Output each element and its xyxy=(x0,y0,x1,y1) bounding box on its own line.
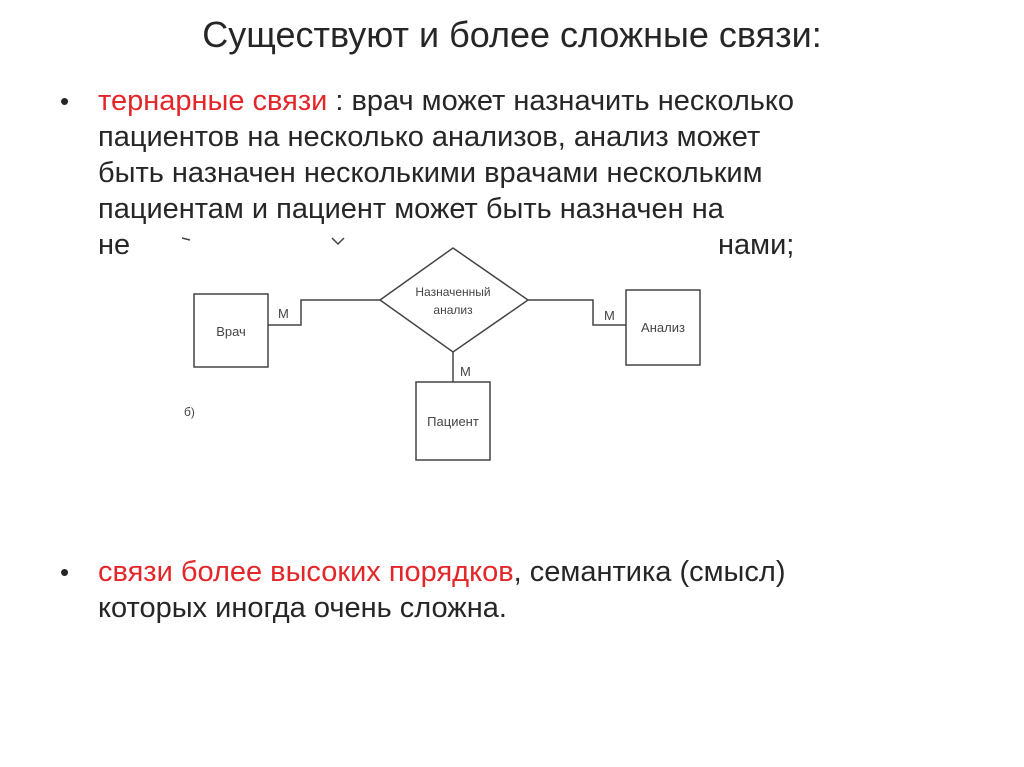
accent-term: тернарные связи xyxy=(98,85,328,117)
bullet-line: которых иногда очень сложна. xyxy=(98,592,507,624)
cardinality-patient: М xyxy=(460,364,471,379)
crop-mark xyxy=(332,238,344,244)
relationship-diamond xyxy=(380,248,528,352)
bullet-line-rest: : врач может назначить несколько xyxy=(327,85,795,117)
bullet-line-end: нами; xyxy=(718,229,795,261)
bullet-text xyxy=(98,554,978,626)
bullet-higher-order xyxy=(60,554,960,634)
entity-analysis-label: Анализ xyxy=(641,320,685,335)
cardinality-analysis: М xyxy=(604,308,615,323)
bullet-line: пациентов на несколько анализов, анализ может xyxy=(98,121,761,153)
cardinality-doctor: М xyxy=(278,306,289,321)
bullet-line: пациентам и пациент может быть назначен на xyxy=(98,193,724,225)
entity-patient-label: Пациент xyxy=(427,414,479,429)
variant-label: б) xyxy=(184,405,195,419)
bullet-line xyxy=(98,554,978,590)
bullet-line-rest: , семантика (смысл) xyxy=(513,556,786,588)
bullet-marker: • xyxy=(60,86,70,116)
er-diagram xyxy=(160,230,720,500)
accent-term: связи более высоких порядков xyxy=(98,556,514,588)
relationship-label-line2: анализ xyxy=(433,303,473,317)
crop-mark xyxy=(182,238,190,240)
slide-title: Существуют и более сложные связи: xyxy=(202,14,822,55)
bullet-line xyxy=(98,83,978,119)
relationship-label-line1: Назначенный xyxy=(415,285,491,299)
bullet-line: быть назначен несколькими врачами нескольким xyxy=(98,157,763,189)
entity-doctor-label: Врач xyxy=(216,324,246,339)
bullet-marker: • xyxy=(60,557,70,587)
bullet-line-start: не xyxy=(98,229,131,261)
